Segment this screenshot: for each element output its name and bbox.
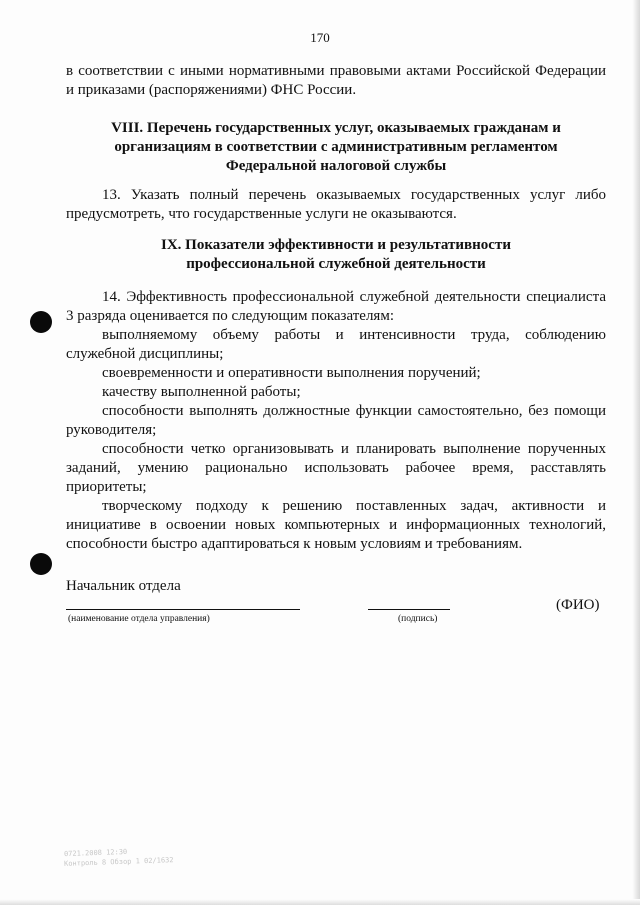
- section-8-heading-line-3: Федеральной налоговой службы: [225, 158, 447, 174]
- department-caption: (наименование отдела управления): [68, 614, 210, 624]
- scan-stamp-line-1: 0721.2008 12:30: [63, 847, 128, 859]
- scan-edge-shadow-bottom: [0, 899, 640, 905]
- intro-paragraph: в соответствии с иными нормативными правовыми актами Российской Федерации и приказами (распоряжениями) ФНС России.: [66, 63, 606, 98]
- section-8-heading: [66, 119, 606, 176]
- section-8-body: [66, 186, 606, 224]
- criteria-item: своевременности и оперативности выполнения поручений;: [102, 365, 481, 381]
- criteria-item: творческому подходу к решению поставленных задач, активности и инициативе в освоении новых компьютерных и информационных технологий, способности быстро адаптироваться к новым условиям и требованиям.: [66, 498, 606, 552]
- scan-edge-shadow: [632, 0, 640, 905]
- scan-stamp-line-2: Контроль 8 Обзор 1 02/1632: [63, 856, 174, 868]
- punch-hole-bottom: [30, 553, 52, 575]
- criteria-item: способности выполнять должностные функции самостоятельно, без помощи руководителя;: [66, 403, 606, 438]
- section-8-heading-line-2: организациям в соответствии с административным регламентом: [114, 139, 558, 155]
- section-8-heading-line-1: VIII. Перечень государственных услуг, оказываемых гражданам и: [111, 120, 561, 136]
- section-9-body: [66, 288, 606, 554]
- section-9-heading-line-2: профессиональной служебной деятельности: [186, 256, 486, 272]
- criteria-item: способности четко организовывать и планировать выполнение порученных заданий, умению рационально использовать рабочее время, расставлять приоритеты;: [66, 441, 606, 495]
- criteria-item: качеству выполненной работы;: [102, 384, 301, 400]
- name-label: (ФИО): [556, 597, 600, 613]
- page-number: 170: [310, 30, 330, 45]
- signature-title: Начальник отдела: [66, 578, 181, 594]
- section-9-heading: [66, 236, 606, 274]
- intro-block: [66, 62, 606, 100]
- signature-caption: (подпись): [398, 614, 438, 624]
- signature-line: [368, 609, 450, 610]
- criteria-item: выполняемому объему работы и интенсивности труда, соблюдению служебной дисциплины;: [66, 327, 606, 362]
- punch-hole-top: [30, 311, 52, 333]
- section-9-heading-line-1: IX. Показатели эффективности и результативности: [161, 237, 511, 253]
- section-8-paragraph: 13. Указать полный перечень оказываемых государственных услуг либо предусмотреть, что государственные услуги не оказываются.: [66, 187, 606, 222]
- department-line: [66, 609, 300, 610]
- section-9-intro: 14. Эффективность профессиональной служебной деятельности специалиста 3 разряда оценивается по следующим показателям:: [66, 289, 606, 324]
